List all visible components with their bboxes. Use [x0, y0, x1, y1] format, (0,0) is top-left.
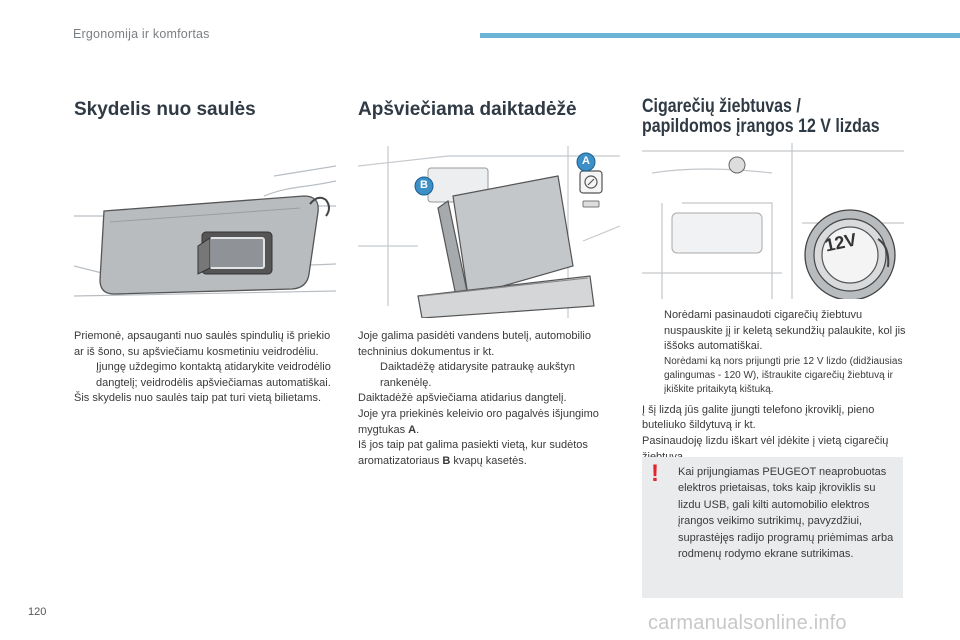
glovebox-para-1: Joje galima pasidėti vandens butelį, automobilio techninius dokumentus ir kt. [358, 330, 591, 358]
lighter-illustration [642, 143, 904, 299]
lighter-title-line-1: Cigarečių žiebtuvas / [642, 96, 801, 117]
glovebox-illustration [358, 146, 620, 318]
warning-icon: ! [651, 460, 659, 487]
sun-visor-title: Skydelis nuo saulės [74, 99, 256, 120]
watermark: carmanualsonline.info [648, 612, 847, 634]
lighter-bullet-2: Norėdami ką nors prijungti prie 12 V lizdo (didžiausias galingumas - 120 W), ištraukite cigarečių žiebtuvą ir įkiškite pritaikytą kištuką. [664, 355, 903, 395]
header-accent-bar [480, 33, 960, 38]
glovebox-para-2: Daiktadėžė apšviečiama atidarius dangtelį. [358, 392, 567, 405]
sun-visor-para-1: Priemonė, apsauganti nuo saulės spindulių iš priekio ar iš šono, su apšviečiamu kosmetiniu veidrodėliu. [74, 330, 331, 358]
lighter-para-2: Pasinaudoję lizdu iškart vėl įdėkite į vietą cigarečių [642, 434, 889, 447]
lighter-title-line-2: papildomos įrangos 12 V lizdas [642, 116, 880, 137]
callout-label-b: B [420, 179, 428, 191]
lighter-text [642, 308, 906, 465]
lighter-para-1: Į šį lizdą jūs galite įjungti telefono įkroviklį, pieno buteliuko šildytuvą ir kt. [642, 403, 875, 432]
socket-label-12v: 12V [823, 229, 859, 256]
lighter-bullet-1: Norėdami pasinaudoti cigarečių žiebtuvu nuspauskite jį ir keletą sekundžių palaukite, kol jis iššoks automatiškai. [664, 309, 906, 353]
section-header: Ergonomija ir komfortas [73, 27, 210, 41]
sun-visor-illustration [74, 146, 336, 318]
glovebox-para-4: Iš jos taip pat galima pasiekti vietą, kur sudėtos aromatizatoriaus B kvapų kasetės. [358, 439, 588, 467]
glovebox-text [358, 329, 622, 469]
warning-text: Kai prijungiamas PEUGEOT neaprobuotas elektros prietaisas, toks kaip įkroviklis su lizdu USB, gali kilti automobilio elektros įrangos veikimo sutrikimų, pavyzdžiui, suprastėjęs radijo programų priėmimas arba rodmenų rodymo ekrane sutrikimas. [678, 466, 894, 561]
sun-visor-text [74, 329, 338, 407]
lighter-title [642, 97, 880, 137]
sun-visor-bullet-1: Įjungę uždegimo kontaktą atidarykite veidrodėlio dangtelį; veidrodėlis apšviečiamas automatiškai. [96, 361, 331, 389]
glovebox-para-3: Joje yra priekinės keleivio oro pagalvės išjungimo mygtukas A. [358, 407, 599, 436]
glovebox-title: Apšviečiama daiktadėžė [358, 99, 577, 120]
glovebox-bullet-1: Daiktadėžę atidarysite patraukę aukštyn rankenėlę. [380, 361, 576, 389]
page-number: 120 [28, 606, 47, 618]
sun-visor-para-2: Šis skydelis nuo saulės taip pat turi vietą bilietams. [74, 392, 322, 405]
callout-label-a: A [582, 155, 590, 167]
